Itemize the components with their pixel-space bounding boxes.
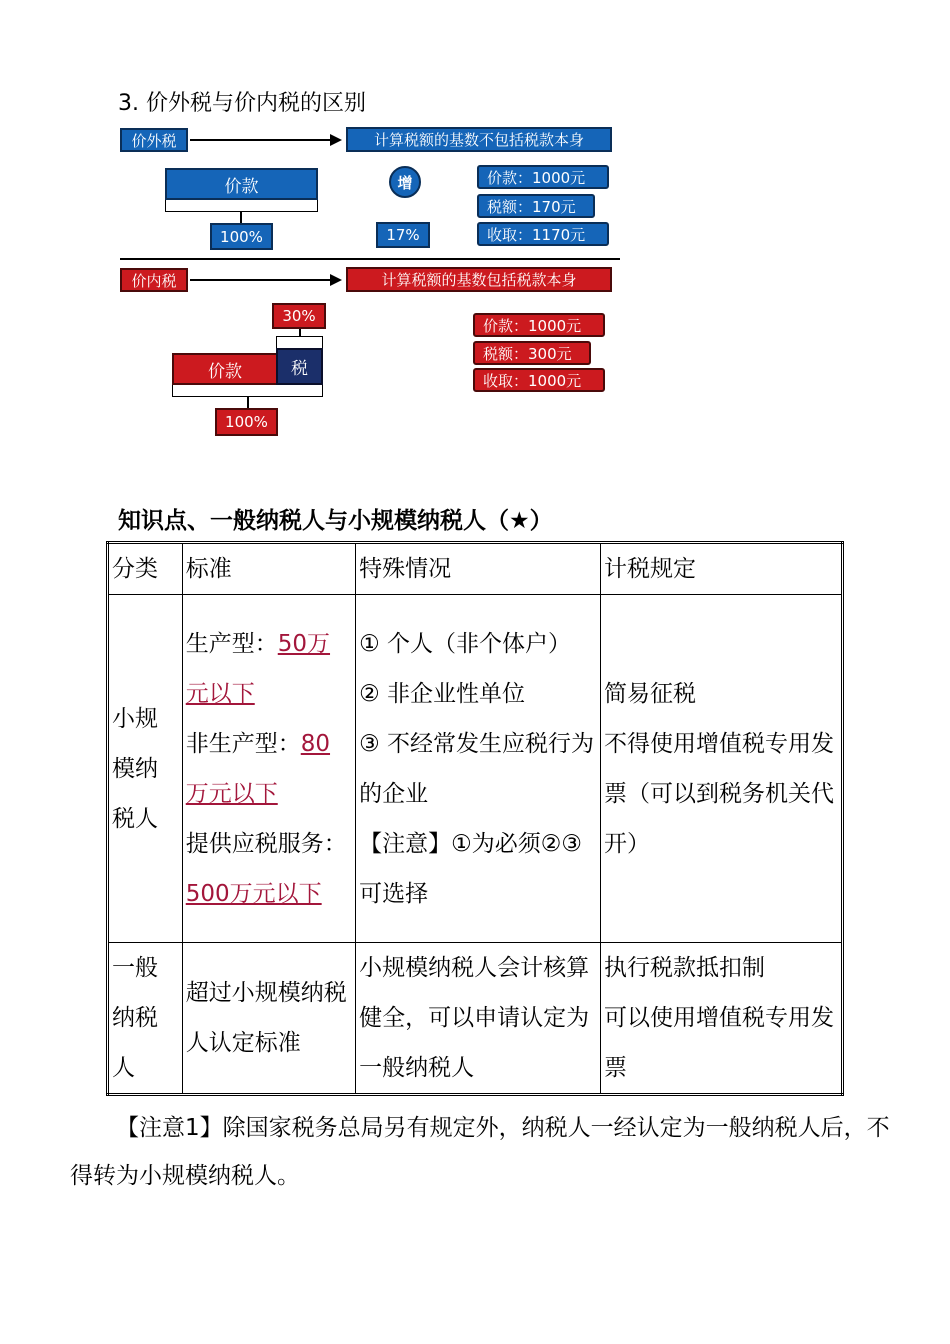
small-std-prefix-3: 提供应税服务： bbox=[185, 830, 347, 857]
diagram-heading: 3. 价外税与价内税的区别 bbox=[118, 91, 366, 116]
inclusive-tax-box: 税 bbox=[276, 348, 323, 385]
exclusive-bracket-stem bbox=[240, 211, 242, 223]
exclusive-bracket bbox=[165, 200, 318, 212]
general-special: 小规模纳税人会计核算健全，可以申请认定为一般纳税人 bbox=[356, 943, 601, 1095]
exclusive-definition: 计算税额的基数不包括税款本身 bbox=[346, 127, 612, 152]
header-standard: 标准 bbox=[182, 543, 355, 595]
increase-icon: 增 bbox=[389, 166, 421, 198]
small-std-value-1: 50万元以下 bbox=[185, 630, 331, 707]
inclusive-info-collect: 收取：1000元 bbox=[473, 368, 605, 392]
exclusive-info-price: 价款：1000元 bbox=[477, 165, 609, 189]
table-header-row bbox=[108, 543, 843, 595]
exclusive-info-tax: 税额：170元 bbox=[477, 194, 595, 218]
small-special: ① 个人（非个体户） ② 非企业性单位 ③ 不经常发生应税行为的企业 【注意】①为必须②③可选择 bbox=[356, 595, 601, 943]
inclusive-info-tax: 税额：300元 bbox=[473, 341, 591, 365]
general-standard: 超过小规模纳税人认定标准 bbox=[182, 943, 355, 1095]
general-category: 一般纳税人 bbox=[108, 943, 183, 1095]
small-std-value-3: 500万元以下 bbox=[185, 880, 322, 907]
header-rule: 计税规定 bbox=[601, 543, 843, 595]
exclusive-info-collect: 收取：1170元 bbox=[477, 222, 609, 246]
section-title: 知识点、一般纳税人与小规模纳税人（★） bbox=[118, 508, 553, 534]
table-row-general bbox=[108, 943, 843, 1095]
exclusive-price-box: 价款 bbox=[165, 168, 318, 200]
header-category: 分类 bbox=[108, 543, 183, 595]
small-std-prefix-2: 非生产型： bbox=[185, 730, 301, 757]
inclusive-definition: 计算税额的基数包括税款本身 bbox=[346, 267, 612, 292]
inclusive-price-box: 价款 bbox=[172, 353, 278, 385]
inclusive-arrow-line bbox=[190, 279, 330, 281]
taxpayer-table bbox=[106, 541, 844, 1096]
exclusive-tax-label: 价外税 bbox=[120, 128, 188, 152]
inclusive-base-pct: 100% bbox=[215, 408, 278, 436]
table-row-small bbox=[108, 595, 843, 943]
exclusive-arrow-head-icon bbox=[330, 134, 342, 146]
exclusive-arrow-line bbox=[190, 139, 330, 141]
inclusive-arrow-head-icon bbox=[330, 274, 342, 286]
general-rule: 执行税款抵扣制 可以使用增值税专用发票 bbox=[601, 943, 843, 1095]
small-standard bbox=[182, 595, 355, 943]
exclusive-rate-pct: 17% bbox=[376, 222, 430, 248]
note-paragraph: 【注意1】除国家税务总局另有规定外，纳税人一经认定为一般纳税人后，不得转为小规模纳税人。 bbox=[70, 1115, 890, 1189]
inclusive-top-bracket bbox=[276, 336, 323, 348]
inclusive-info-price: 价款：1000元 bbox=[473, 313, 605, 337]
small-std-value-2: 80万元以下 bbox=[185, 730, 331, 807]
inclusive-bracket-stem bbox=[247, 396, 249, 408]
small-std-prefix-1: 生产型： bbox=[185, 630, 278, 657]
small-rule: 简易征税 不得使用增值税专用发票（可以到税务机关代开） bbox=[601, 595, 843, 943]
inclusive-tax-pct: 30% bbox=[272, 303, 326, 329]
diagram-divider bbox=[120, 258, 620, 260]
inclusive-tax-label: 价内税 bbox=[120, 268, 188, 292]
exclusive-base-pct: 100% bbox=[210, 223, 273, 250]
small-category: 小规模纳税人 bbox=[108, 595, 183, 943]
header-special: 特殊情况 bbox=[356, 543, 601, 595]
